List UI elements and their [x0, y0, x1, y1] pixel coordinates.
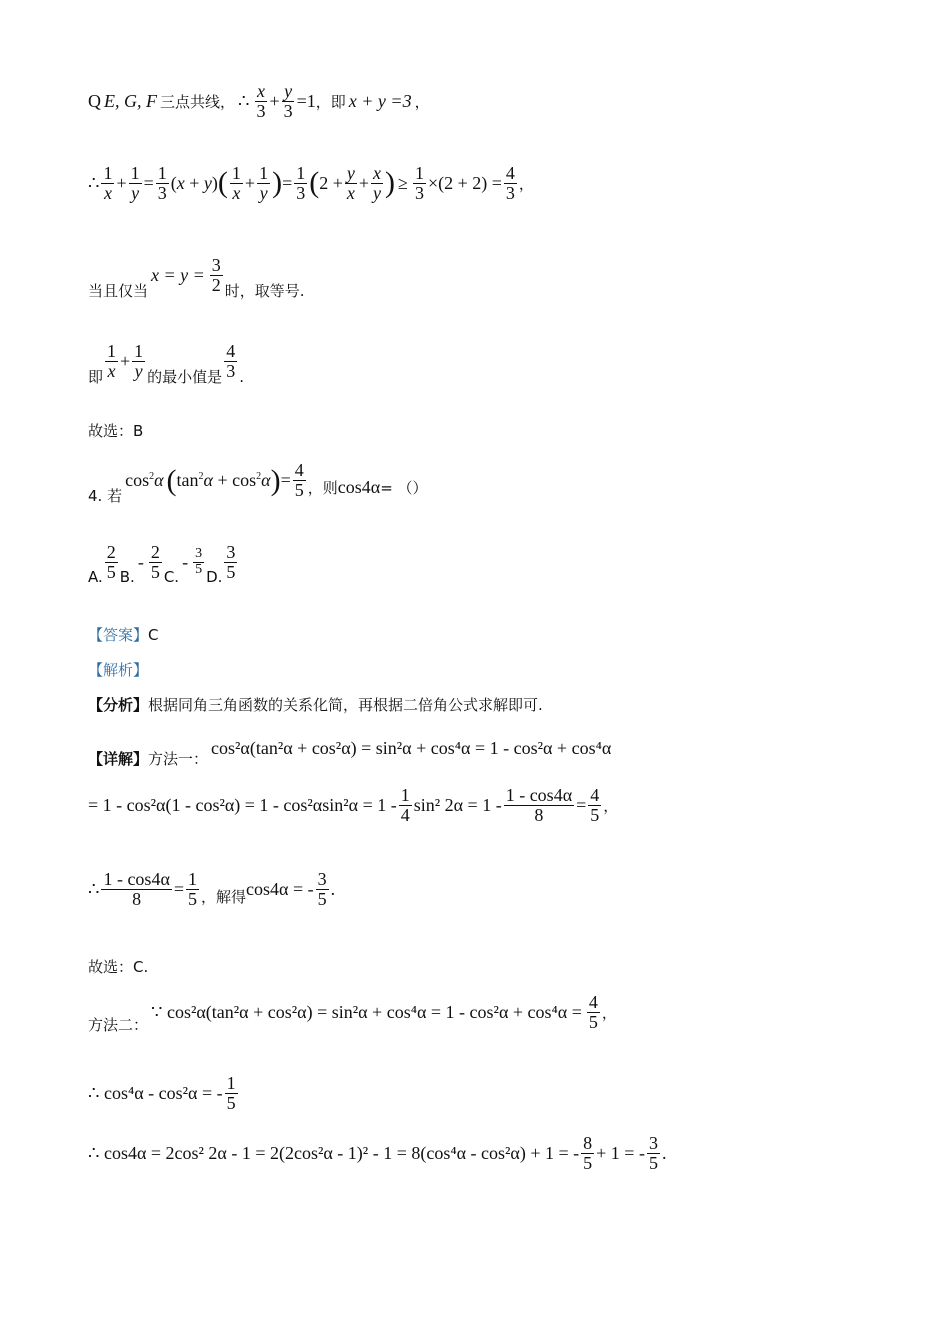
choose-b: 故选：B [88, 422, 144, 440]
equals: = [173, 878, 185, 899]
because-symbol: Q [88, 90, 101, 111]
frac-4-5: $\frac{4}{5}$ [590, 785, 600, 825]
frac-4-5: $\frac{4}{5}$ [588, 992, 598, 1032]
frac-3-2: $\frac{3}{2}$ [211, 255, 221, 295]
method-2-line-3 [88, 1134, 666, 1173]
iff-text: 当且仅当 [88, 282, 149, 300]
answer-value: C [148, 625, 159, 644]
frac-1-4: 1 4 [400, 785, 410, 825]
m1-expr-2a: = 1 - cos²α(1 - cos²α) = 1 - cos²αsin²α = 1 - [88, 794, 397, 815]
method-2-line-2 [88, 1074, 240, 1113]
frac-3-5: 3 5 [648, 1133, 658, 1173]
period: . [330, 878, 336, 899]
frac-4-3: $\frac{4}{3}$ [505, 163, 515, 203]
option-d-value: 3 5 [226, 541, 236, 582]
line-1: Q E, G, F 三点共线， ∴ x 3 + $\frac{y}{3}$ =1 ，即 x + y =3 ， [88, 81, 430, 121]
option-a-label: A. [88, 568, 103, 586]
period: . [661, 1142, 667, 1163]
option-d-label: D. [206, 568, 223, 586]
m1-expr-2b: sin² 2α = 1 - [413, 794, 502, 815]
frac-1-3: $\frac{1}{3}$ [157, 163, 167, 203]
method-1-line-1 [88, 728, 614, 769]
question-label: 4. 若 [88, 487, 123, 505]
choose-c: 故选：C. [88, 958, 149, 976]
then-text: ，则 [307, 479, 338, 497]
namely-text: ，即 [315, 92, 346, 111]
m2-expr-2: ∴ cos⁴α - cos²α = - [88, 1082, 223, 1103]
fraction-y-3: $\frac{y}{3}$ [283, 81, 293, 121]
option-a-value: 2 5 [106, 541, 116, 582]
frac-1-y-b: $\frac{1}{y}$ [259, 163, 269, 203]
frac-1-y: $\frac{1}{y}$ [134, 341, 144, 381]
options-row [88, 538, 239, 586]
times-expr: ×(2 + 2) = [427, 172, 502, 193]
answer-blank: = （） [380, 479, 428, 497]
therefore-symbol: ∴ [238, 90, 250, 111]
frac-1-y: $\frac{1}{y}$ [130, 163, 140, 203]
m2-expr-3a: ∴ cos4α = 2cos² 2α - 1 = 2(2cos²α - 1)² - 1 = 8(cos⁴α - cos²α) + 1 = - [88, 1142, 580, 1163]
fenxi-tag: 【分析】 [88, 696, 149, 714]
option-c-label: C. [163, 568, 180, 586]
method-one-label: 方法一： [148, 750, 209, 768]
frac-y-x: $\frac{y}{x}$ [346, 163, 355, 203]
analysis-tag: 【解析】 [88, 661, 149, 679]
m1-expr-1: cos²α(tan²α + cos²α) = sin²α + cos⁴α = 1 - cos²α + cos⁴α [211, 738, 612, 758]
method-2-line-1 [88, 990, 617, 1035]
solve-text: ，解得 [201, 887, 247, 906]
frac-1-x: 1 x [103, 163, 113, 203]
namely-text: 即 [88, 368, 104, 386]
method-1-line-3: ∴ $\frac{1 - \cos 4\alpha}{8}$ = $\frac{1}{5}$ ，解得 cos4α = - 3 5 . [88, 869, 336, 909]
frac-1-cos4a-8: $\frac{1 - \cos 4\alpha}{8}$ [505, 785, 573, 825]
m2-expr-3b: + 1 = - [596, 1142, 645, 1163]
line-4-min-value: 即 1 x + $\frac{1}{y}$ 的最小值是 4 3 . [88, 341, 244, 386]
equals: = [576, 794, 587, 815]
frac-1-5: $\frac{1}{5}$ [188, 869, 198, 909]
frac-8-5: 8 5 [583, 1133, 593, 1173]
x-eq-y-expr: x = y = [151, 265, 205, 285]
answer-line [88, 624, 159, 645]
fraction-x-3: x 3 [256, 81, 266, 121]
line-2-inequality: ∴ 1 x + $\frac{1}{y}$ = $\frac{1}{3}$ (x + y) ( 1 x + $\frac{1}{y}$ ) = $\frac{1}{3}$ ( 2 + $\frac{y}{x}$ + $\frac{x}{y}$ ) ≥ $\frac{1}{3}$ ×(2 + 2) = $\frac{4}{3}$ ， [88, 163, 534, 203]
comma: ， [601, 1004, 617, 1022]
cos4a-result: cos4α = - [246, 878, 314, 899]
collinear-text: 三点共线， [160, 92, 236, 111]
frac-3-5: 3 5 [317, 869, 327, 909]
min-value-text: 的最小值是 [147, 368, 223, 386]
period: . [239, 367, 244, 386]
x-plus-y-eq-3: x + y =3 [348, 90, 412, 111]
comma: ， [518, 174, 534, 193]
method-1-line-2 [88, 786, 618, 825]
frac-4-5: $\frac{4}{5}$ [294, 460, 304, 500]
m2-expr-1: ∵ cos²α(tan²α + cos²α) = sin²α + cos⁴α = 1 - cos²α + cos⁴α = [151, 1002, 582, 1022]
comma: ， [414, 92, 430, 111]
frac-1-3-c: $\frac{1}{3}$ [414, 163, 424, 203]
two-plus: 2 + [319, 172, 343, 193]
comma: ， [603, 796, 619, 815]
points-efg: E, G, F [104, 90, 157, 111]
option-b-sign: - [137, 551, 144, 572]
option-c-value: 3 5 [195, 545, 203, 577]
fenxi-text: 根据同角三角函数的关系化简，再根据二倍角公式求解即可. [148, 696, 543, 714]
xiangjie-tag: 【详解】 [88, 750, 149, 768]
option-b-label: B. [119, 568, 135, 586]
answer-tag: 【答案】 [88, 626, 149, 644]
frac-4-3: 4 3 [226, 341, 236, 381]
frac-1-x: 1 x [107, 341, 117, 381]
frac-1-x-b: 1 x [231, 163, 241, 203]
equals-one: =1 [296, 90, 316, 111]
cos4a-expr: cos4α [337, 477, 381, 497]
frac-1-cos4a-8: $\frac{1 - \cos 4\alpha}{8}$ [103, 869, 170, 909]
frac-x-y: $\frac{x}{y}$ [373, 163, 382, 203]
question-4: 4. 若 $\cos^2\alpha$ ( $\tan^2\alpha + \cos^2\alpha$ ) = $\frac{4}{5}$ ，则 cos4α = （） [88, 460, 428, 505]
equality-text: 时，取等号. [224, 282, 305, 300]
method-two-label: 方法二： [88, 1016, 149, 1034]
line-3-equality-condition [88, 250, 305, 301]
option-c-sign: - [182, 551, 189, 572]
frac-1-3-b: $\frac{1}{3}$ [296, 163, 306, 203]
fenxi-line [88, 694, 543, 715]
ge-symbol: ≥ [398, 172, 408, 193]
therefore-symbol: ∴ [88, 172, 100, 193]
frac-1-5: 1 5 [226, 1073, 236, 1113]
option-b-value: 2 5 [150, 541, 160, 582]
